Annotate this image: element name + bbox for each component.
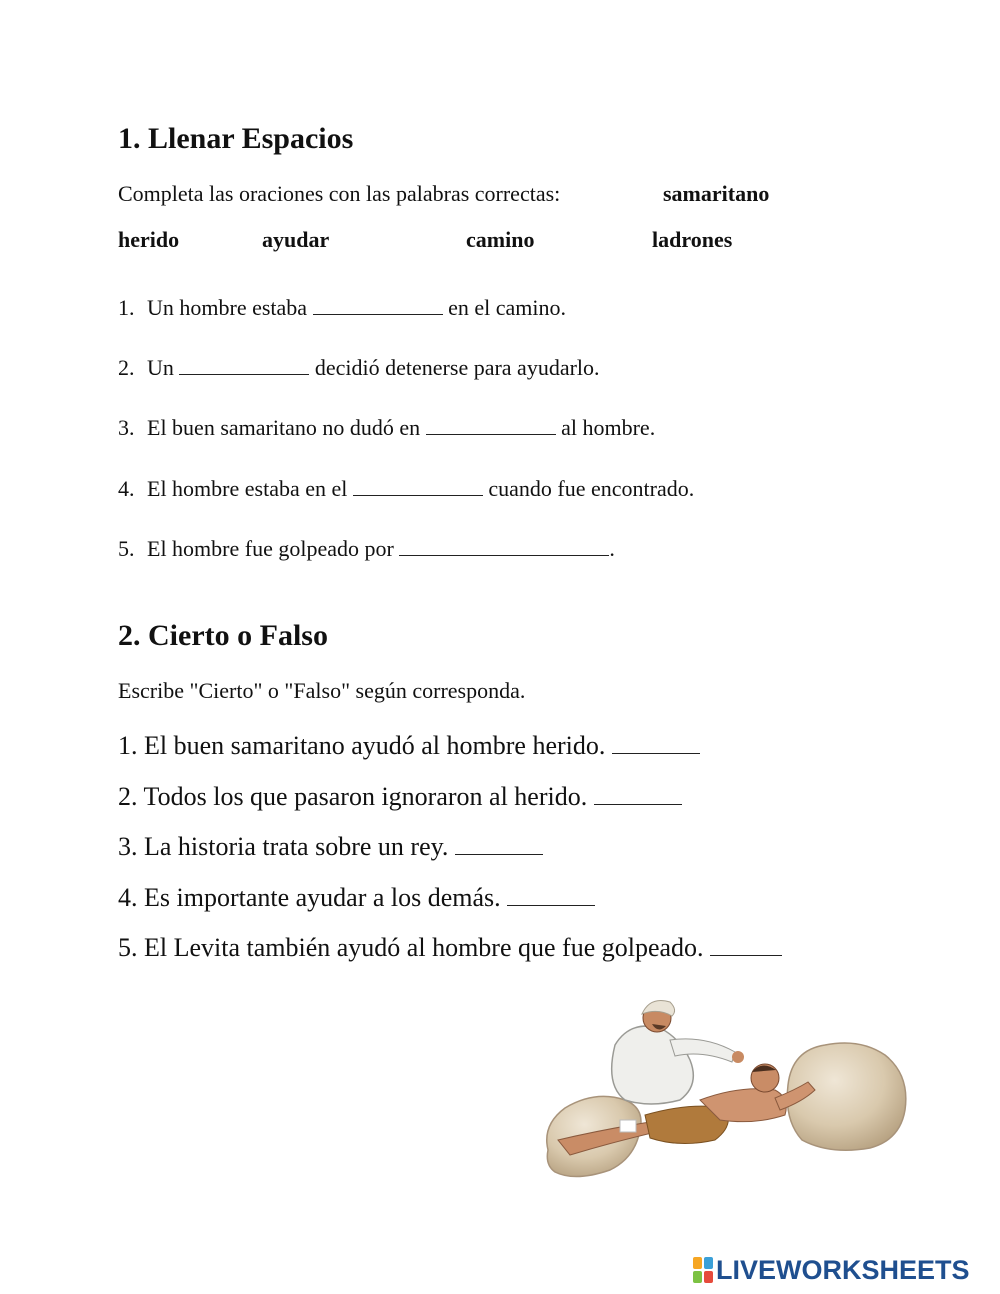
item-text: decidió detenerse para ayudarlo. — [314, 355, 600, 380]
true-false-item-3 — [118, 834, 543, 860]
item-text: 2. Todos los que pasaron ignoraron al herido. — [118, 782, 588, 811]
item-number: 5. — [118, 536, 135, 561]
bandage-leg — [620, 1120, 636, 1132]
good-samaritan-illustration — [540, 990, 912, 1185]
true-false-item-5 — [118, 935, 782, 961]
item-text: 5. El Levita también ayudó al hombre que fue golpeado. — [118, 933, 704, 962]
fill-item-5 — [118, 538, 615, 560]
item-number: 1. — [118, 295, 135, 320]
fill-item-2 — [118, 357, 600, 379]
answer-blank[interactable] — [353, 494, 483, 496]
answer-blank[interactable] — [179, 373, 309, 375]
answer-blank[interactable] — [426, 433, 556, 435]
item-text: Un — [147, 355, 174, 380]
answer-blank[interactable] — [313, 313, 443, 315]
answer-blank[interactable] — [507, 904, 595, 906]
word-bank-samaritano: samaritano — [663, 181, 770, 206]
true-false-item-2 — [118, 784, 682, 810]
liveworksheets-logo-text: LIVEWORKSHEETS — [716, 1254, 970, 1285]
word-bank-herido: herido — [118, 227, 180, 252]
samaritan-robe — [612, 1026, 694, 1104]
item-text: 1. El buen samaritano ayudó al hombre herido. — [118, 731, 606, 760]
item-number: 4. — [118, 476, 135, 501]
answer-blank[interactable] — [455, 853, 543, 855]
section2-title: 2. Cierto o Falso — [118, 619, 328, 652]
word-bank-ayudar: ayudar — [262, 227, 330, 252]
answer-blank[interactable] — [612, 752, 700, 754]
item-text: cuando fue encontrado. — [488, 476, 695, 501]
item-number: 2. — [118, 355, 135, 380]
answer-blank[interactable] — [399, 554, 609, 556]
word-bank-camino: camino — [466, 227, 535, 252]
item-text: 3. La historia trata sobre un rey. — [118, 832, 449, 861]
section1-instruction: Completa las oraciones con las palabras correctas: — [118, 181, 561, 206]
true-false-item-4 — [118, 885, 595, 911]
fill-item-1 — [118, 297, 566, 319]
liveworksheets-logo-icon — [693, 1257, 713, 1283]
fill-item-3 — [118, 417, 655, 439]
item-text: El hombre estaba en el — [147, 476, 348, 501]
item-text: . — [609, 536, 615, 561]
liveworksheets-logo[interactable] — [693, 1255, 970, 1285]
item-text: al hombre. — [561, 415, 656, 440]
item-text: 4. Es importante ayudar a los demás. — [118, 883, 501, 912]
word-bank-ladrones: ladrones — [652, 227, 733, 252]
answer-blank[interactable] — [594, 803, 682, 805]
section1-title: 1. Llenar Espacios — [118, 122, 354, 155]
item-text: El buen samaritano no dudó en — [147, 415, 421, 440]
true-false-item-1 — [118, 733, 700, 759]
item-text: Un hombre estaba — [147, 295, 308, 320]
item-text: en el camino. — [448, 295, 566, 320]
item-number: 3. — [118, 415, 135, 440]
item-text: El hombre fue golpeado por — [147, 536, 394, 561]
section2-instruction: Escribe "Cierto" o "Falso" según corresponda. — [118, 678, 526, 703]
fill-item-4 — [118, 478, 694, 500]
samaritan-hand — [732, 1051, 744, 1063]
answer-blank[interactable] — [710, 954, 782, 956]
